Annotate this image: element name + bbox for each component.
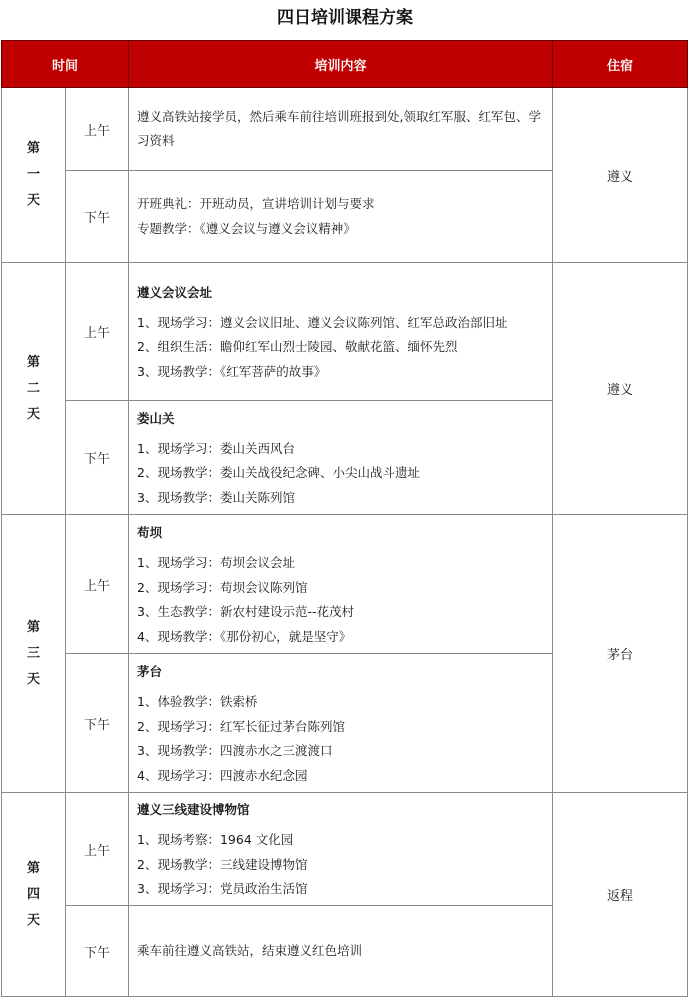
day-label: 第 三 天 [2,515,66,793]
activity-line: 乘车前往遵义高铁站，结束遵义红色培训 [137,942,363,958]
activity-line: 3、生态教学：新农村建设示范--花茂村 [137,604,354,619]
day1-am-row [2,88,688,171]
activity-line: 3、现场学习：党员政治生活馆 [137,881,308,897]
activity-line: 2、现场教学：娄山关战役纪念碑、小尖山战斗遗址 [137,465,420,481]
period-am: 上午 [66,88,129,171]
training-schedule-table [1,40,688,997]
activity-line: 1、现场学习：苟坝会议会址 [137,555,295,570]
session-content [129,793,553,906]
session-content [129,171,553,263]
session-content [129,515,553,654]
day4-am-row [2,793,688,906]
activity-line: 4、现场教学：《那份初心，就是坚守》 [137,628,352,644]
activity-line: 3、现场教学：娄山关陈列馆 [137,489,295,505]
header-time: 时间 [2,41,129,88]
activity-line: 1、现场学习：遵义会议旧址、遵义会议陈列馆、红军总政治部旧址 [137,314,508,330]
site-heading: 遵义三线建设博物馆 [137,802,250,818]
activity-line: 2、现场学习：红军长征过茅台陈列馆 [137,718,345,734]
site-heading: 茅台 [137,664,163,679]
site-heading: 苟坝 [137,525,163,540]
header-stay: 住宿 [553,41,688,88]
activity-line: 4、现场学习：四渡赤水纪念园 [137,767,308,783]
activity-line: 1、体验教学：铁索桥 [137,694,258,709]
period-pm: 下午 [66,906,129,997]
session-content [129,401,553,515]
session-content [129,263,553,401]
day-label: 第 四 天 [2,793,66,997]
table-header-row [2,41,688,88]
session-content [129,654,553,793]
period-pm: 下午 [66,401,129,515]
activity-line: 开班典礼：开班动员，宣讲培训计划与要求 [137,196,375,211]
activity-line: 2、现场教学：三线建设博物馆 [137,856,308,872]
day-label: 第 一 天 [2,88,66,263]
activity-line: 1、现场学习：娄山关西风台 [137,440,295,456]
site-heading: 遵义会议会址 [137,284,213,300]
activity-line: 3、现场教学：四渡赤水之三渡渡口 [137,743,333,758]
period-am: 上午 [66,793,129,906]
header-content: 培训内容 [129,41,553,88]
site-heading: 娄山关 [137,410,175,426]
stay-location: 遵义 [553,88,688,263]
stay-location: 茅台 [553,515,688,793]
activity-line: 3、现场教学：《红军菩萨的故事》 [137,363,327,379]
period-pm: 下午 [66,171,129,263]
activity-line: 专题教学：《遵义会议与遵义会议精神》 [137,220,356,236]
activity-line: 遵义高铁站接学员，然后乘车前往培训班报到处,领取红军服、红军包、学习资料 [137,108,541,148]
stay-location: 遵义 [553,263,688,515]
session-content [129,88,553,171]
activity-line: 2、组织生活：瞻仰红军山烈士陵园、敬献花篮、缅怀先烈 [137,339,458,355]
session-content [129,906,553,997]
document-title: 四日培训课程方案 [277,8,413,28]
period-am: 上午 [66,515,129,654]
activity-line: 1、现场考察：1964 文化园 [137,832,294,848]
day-label: 第 二 天 [2,263,66,515]
activity-line: 2、现场学习：苟坝会议陈列馆 [137,579,308,595]
period-pm: 下午 [66,654,129,793]
day3-am-row [2,515,688,654]
day2-am-row [2,263,688,401]
period-am: 上午 [66,263,129,401]
stay-location: 返程 [553,793,688,997]
